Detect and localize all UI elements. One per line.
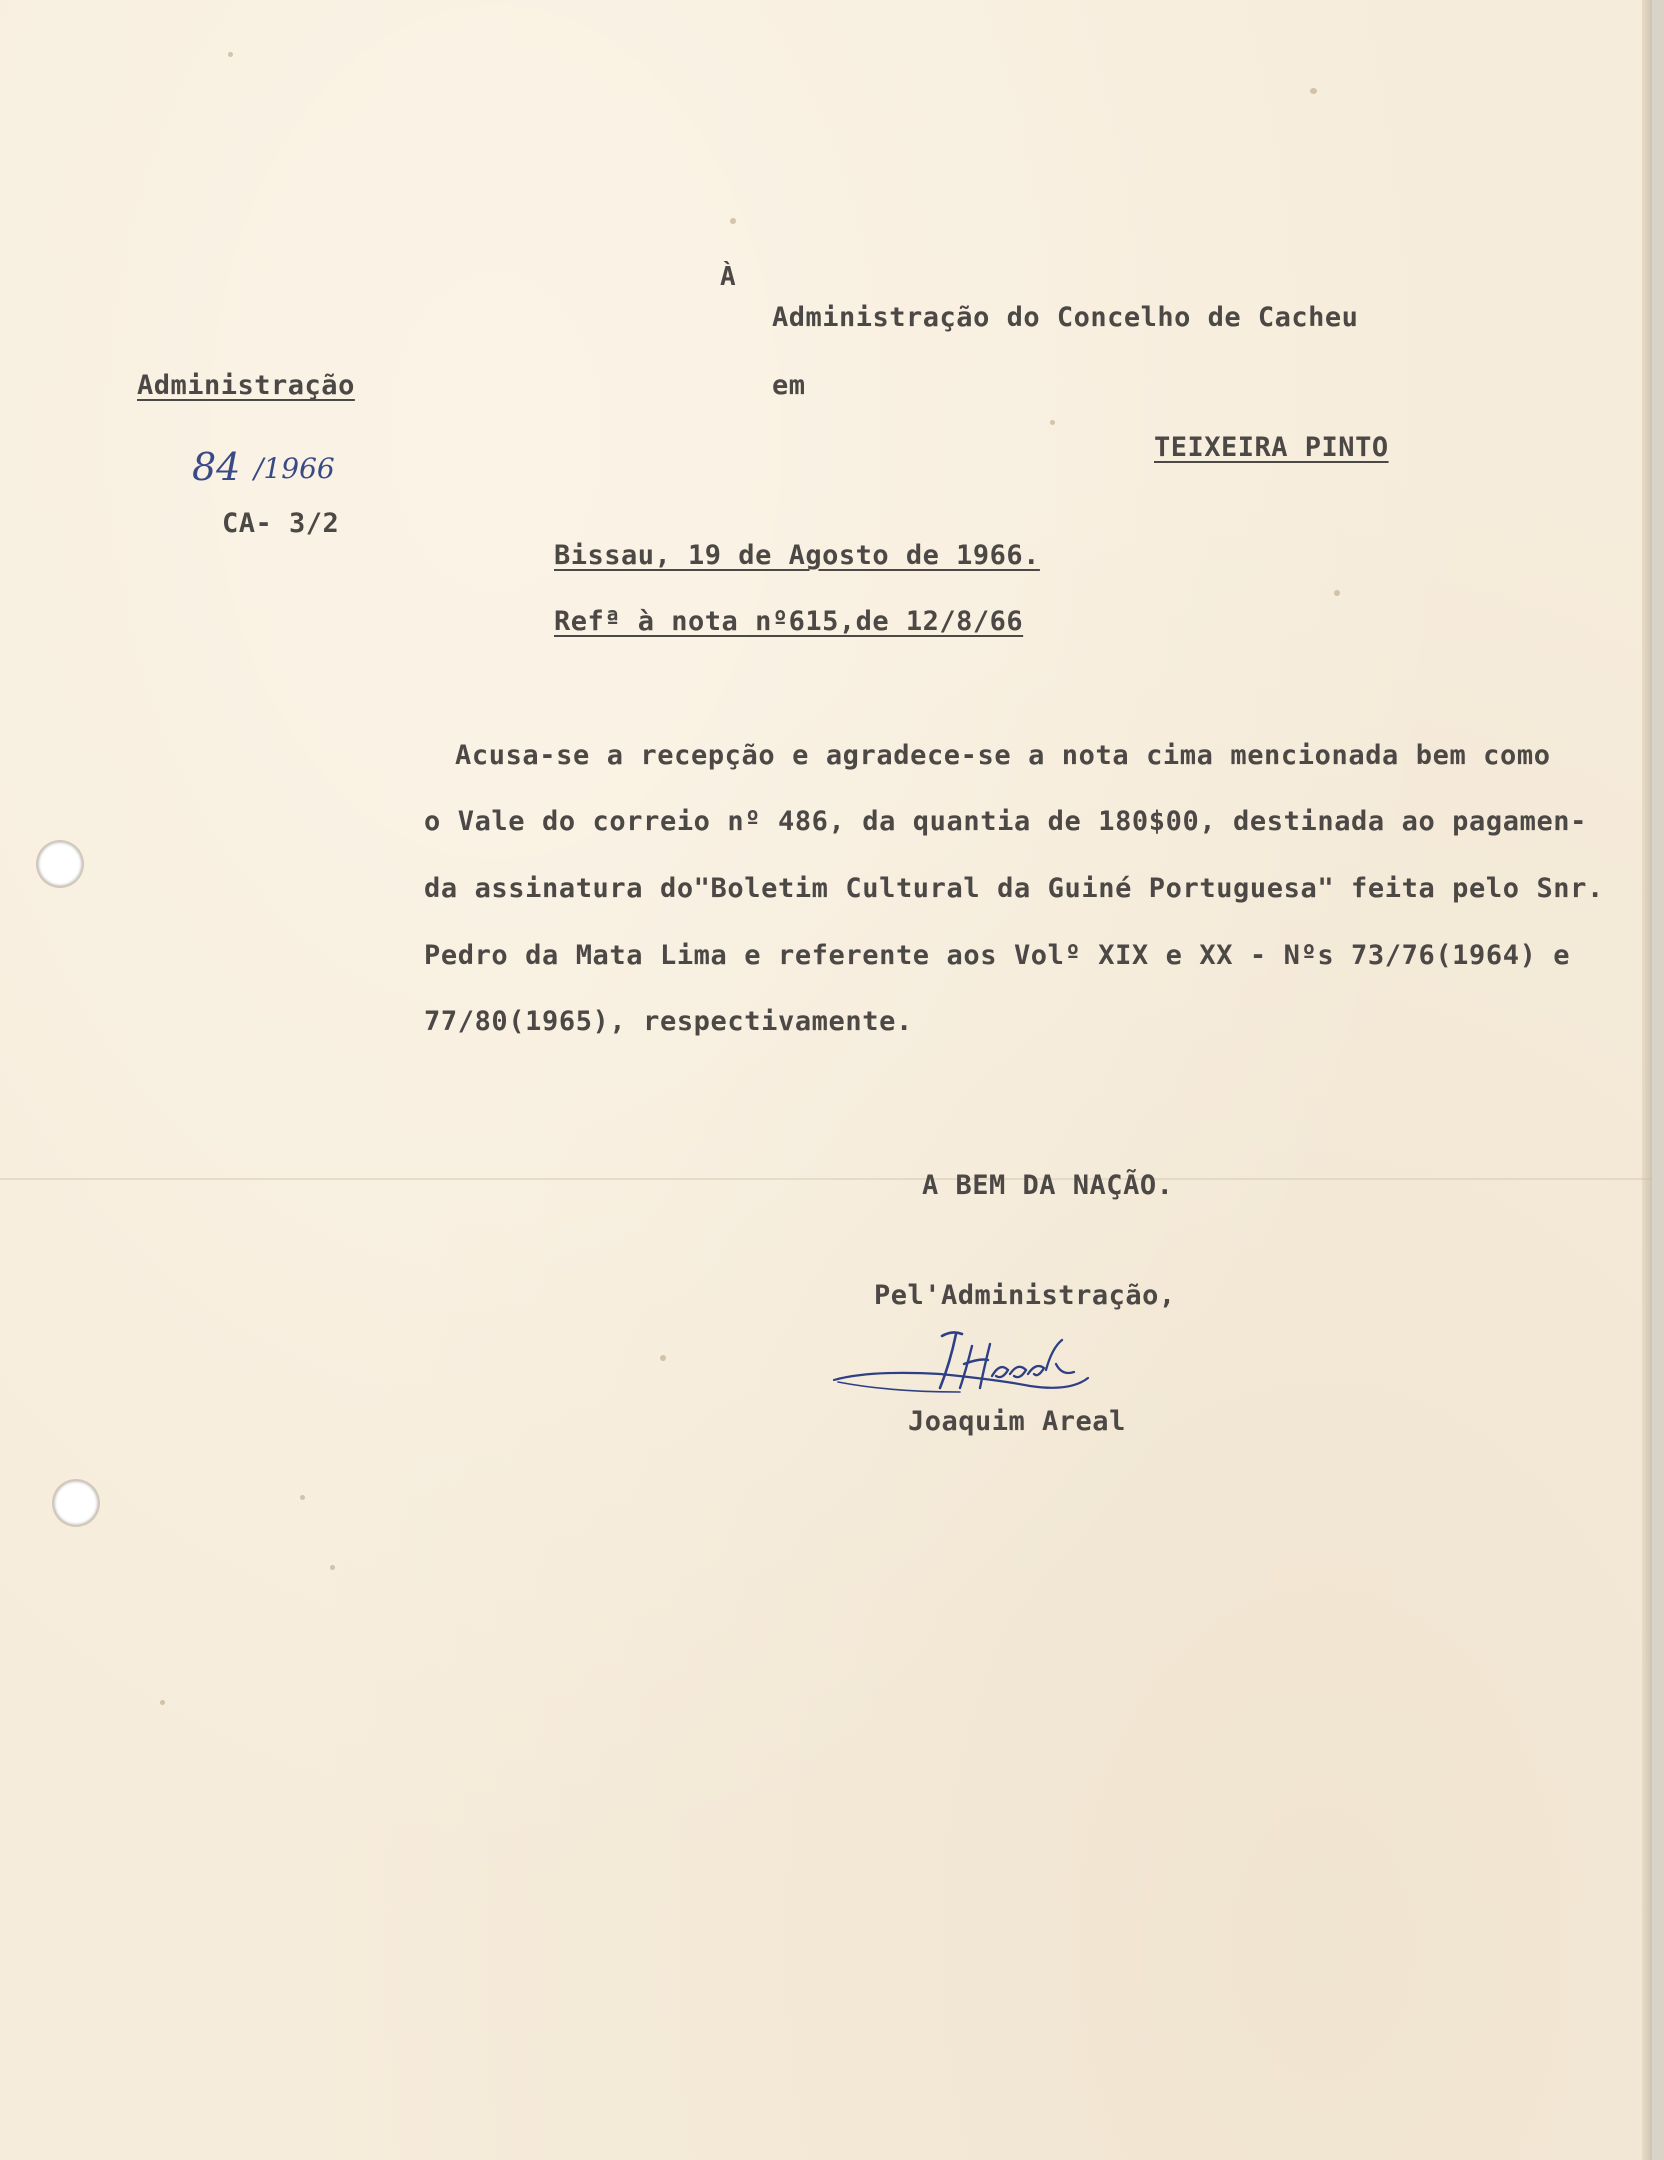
handwritten-signature: [830, 1318, 1150, 1418]
body-line: 77/80(1965), respectivamente.: [424, 1006, 913, 1037]
punch-hole-bottom: [54, 1481, 98, 1525]
paper-edge: [1642, 0, 1652, 2160]
body-line: da assinatura do"Boletim Cultural da Guiné Portuguesa" feita pelo Snr.: [424, 873, 1604, 904]
on-behalf-line: Pel'Administração,: [874, 1280, 1176, 1311]
paper-speck: [1310, 88, 1317, 94]
sender-office: Administração: [137, 370, 355, 401]
handwritten-year: /1966: [254, 452, 335, 485]
handwritten-number: 84: [192, 445, 241, 489]
paper-speck: [730, 218, 736, 224]
paper-speck: [300, 1495, 305, 1500]
punch-hole-top: [38, 842, 82, 886]
body-line: o Vale do correio nº 486, da quantia de 180$00, destinada ao pagamen-: [424, 806, 1588, 837]
date-line: Bissau, 19 de Agosto de 1966.: [554, 540, 1040, 571]
reference-line: Refª à nota nº615,de 12/8/66: [554, 606, 1024, 637]
paper-speck: [1334, 590, 1340, 596]
body-line: Acusa-se a recepção e agradece-se a nota cima mencionada bem como: [455, 740, 1551, 771]
file-code: CA- 3/2: [222, 508, 340, 539]
recipient-name: Administração do Concelho de Cacheu: [772, 302, 1359, 333]
paper-speck: [1050, 420, 1055, 425]
recipient-prefix: À: [720, 262, 737, 292]
paper-speck: [330, 1565, 335, 1570]
recipient-preposition: em: [772, 370, 806, 401]
body-line: Pedro da Mata Lima e referente aos Volº XIX e XX - Nºs 73/76(1964) e: [424, 940, 1571, 971]
paper-speck: [160, 1700, 165, 1705]
paper-speck: [660, 1355, 666, 1361]
signatory-name: Joaquim Areal: [908, 1406, 1126, 1437]
paper-speck: [228, 52, 233, 57]
recipient-place: TEIXEIRA PINTO: [1154, 432, 1389, 463]
closing-salutation: A BEM DA NAÇÃO.: [922, 1170, 1174, 1201]
paper-fold: [0, 1178, 1652, 1180]
